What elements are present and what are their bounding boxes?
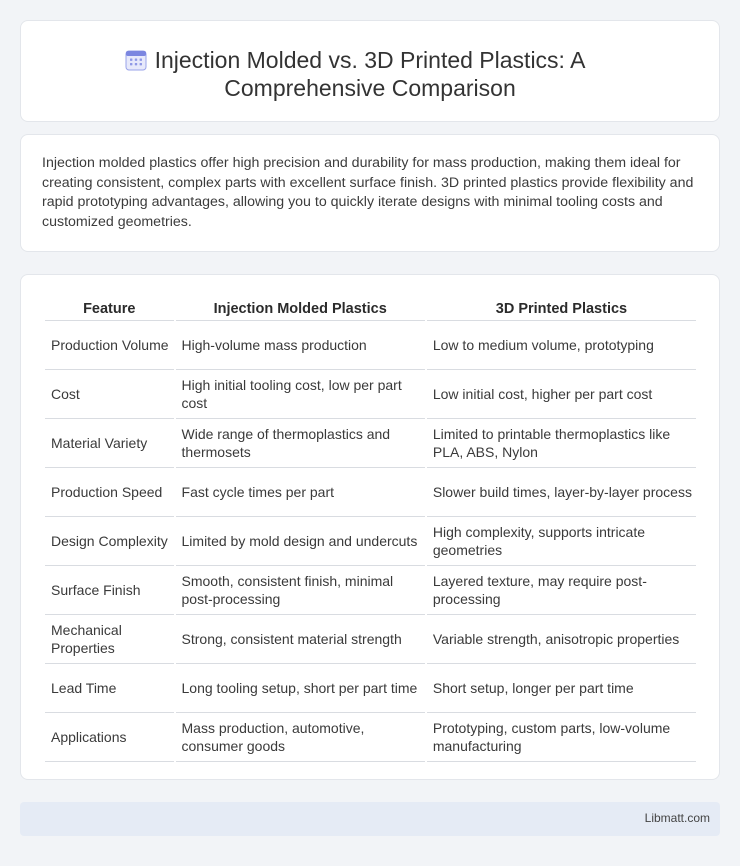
feature-cell: Surface Finish xyxy=(45,566,174,615)
table-row xyxy=(45,713,696,762)
feature-cell: Production Speed xyxy=(45,468,174,517)
printed-cell: Limited to printable thermoplastics like PLA, ABS, Nylon xyxy=(427,419,696,468)
footer-brand-link[interactable]: Libmatt.com xyxy=(644,811,710,825)
feature-cell: Cost xyxy=(45,370,174,419)
injection-cell: Smooth, consistent finish, minimal post-processing xyxy=(176,566,425,615)
page-title: Injection Molded vs. 3D Printed Plastics: A Comprehensive Comparison xyxy=(154,47,586,101)
title-card xyxy=(20,20,720,122)
printed-cell: Prototyping, custom parts, low-volume manufacturing xyxy=(427,713,696,762)
injection-cell: Mass production, automotive, consumer goods xyxy=(176,713,425,762)
intro-paragraph: Injection molded plastics offer high precision and durability for mass production, making them ideal for creating consistent, complex parts with excellent surface finish. 3D printed plastics provide flexibility and rapid prototyping advantages, allowing you to quickly iterate designs with minimal tooling costs and customized geometries. xyxy=(42,155,694,230)
feature-cell: Mechanical Properties xyxy=(45,615,174,664)
injection-cell: Limited by mold design and undercuts xyxy=(176,517,425,566)
table-row xyxy=(45,419,696,468)
table-row xyxy=(45,370,696,419)
table-header-row xyxy=(45,295,696,321)
table-row xyxy=(45,321,696,370)
injection-cell: Fast cycle times per part xyxy=(176,468,425,517)
header-3d-printed: 3D Printed Plastics xyxy=(427,295,696,321)
injection-cell: Wide range of thermoplastics and thermosets xyxy=(176,419,425,468)
header-feature: Feature xyxy=(45,295,174,321)
feature-cell: Production Volume xyxy=(45,321,174,370)
printed-cell: Slower build times, layer-by-layer process xyxy=(427,468,696,517)
feature-cell: Lead Time xyxy=(45,664,174,713)
printed-cell: Low to medium volume, prototyping xyxy=(427,321,696,370)
footer-bar xyxy=(20,802,720,836)
table-row xyxy=(45,566,696,615)
injection-cell: High initial tooling cost, low per part cost xyxy=(176,370,425,419)
intro-card xyxy=(20,134,720,252)
printed-cell: Low initial cost, higher per part cost xyxy=(427,370,696,419)
table-row xyxy=(45,615,696,664)
header-injection-molded: Injection Molded Plastics xyxy=(176,295,425,321)
printed-cell: Short setup, longer per part time xyxy=(427,664,696,713)
printed-cell: Layered texture, may require post-processing xyxy=(427,566,696,615)
injection-cell: High-volume mass production xyxy=(176,321,425,370)
table-row xyxy=(45,664,696,713)
feature-cell: Design Complexity xyxy=(45,517,174,566)
comparison-card xyxy=(20,274,720,780)
printed-cell: Variable strength, anisotropic properties xyxy=(427,615,696,664)
table-row xyxy=(45,468,696,517)
feature-cell: Material Variety xyxy=(45,419,174,468)
printed-cell: High complexity, supports intricate geometries xyxy=(427,517,696,566)
table-row xyxy=(45,517,696,566)
feature-cell: Applications xyxy=(45,713,174,762)
comparison-table xyxy=(43,295,698,762)
injection-cell: Long tooling setup, short per part time xyxy=(176,664,425,713)
injection-cell: Strong, consistent material strength xyxy=(176,615,425,664)
